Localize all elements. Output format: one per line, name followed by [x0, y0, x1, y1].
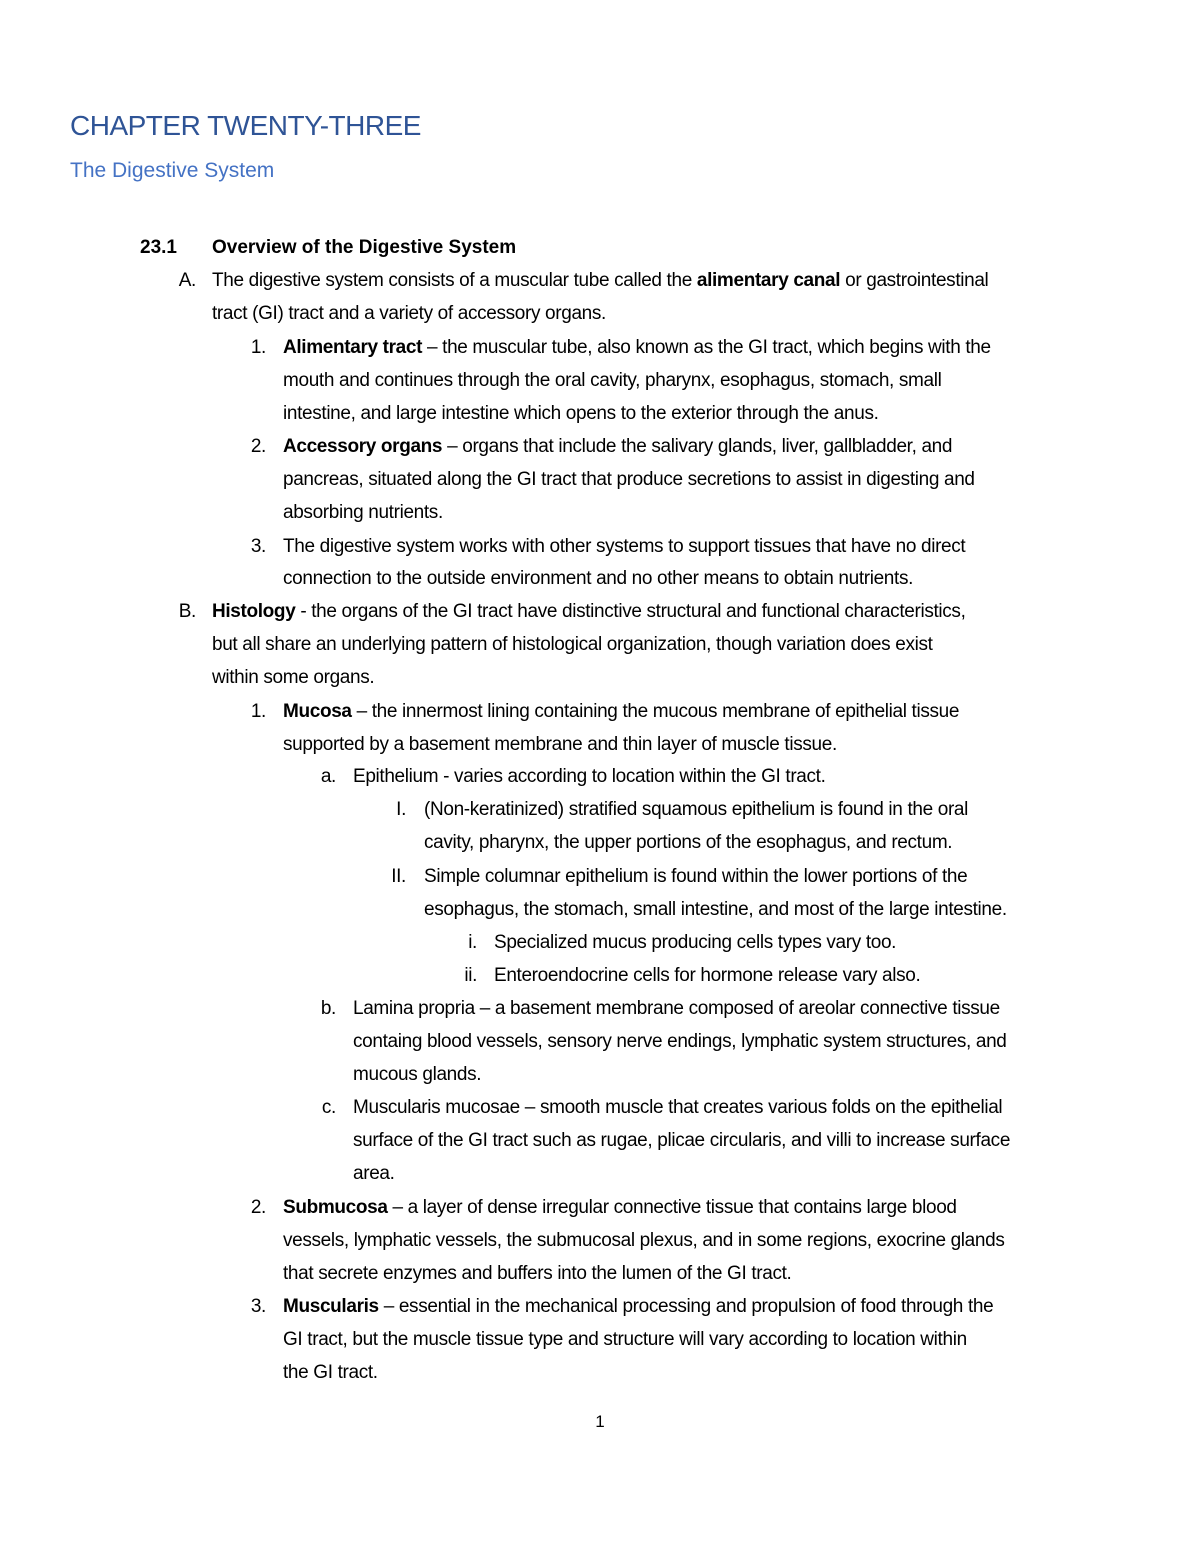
- text-line: Mucosa – the innermost lining containing the mucous membrane of epithelial tissue: [283, 701, 960, 722]
- text-line: Muscularis mucosae – smooth muscle that creates various folds on the epithelial: [353, 1097, 1003, 1118]
- text-line: the GI tract.: [283, 1362, 378, 1383]
- term-alimentary-tract: Alimentary tract: [283, 337, 423, 358]
- term-accessory-organs: Accessory organs: [283, 436, 443, 457]
- text-line: supported by a basement membrane and thin layer of muscle tissue.: [283, 734, 837, 755]
- text-line: Accessory organs – organs that include the salivary glands, liver, gallbladder, and: [283, 436, 953, 457]
- term-histology: Histology: [212, 601, 296, 622]
- text-line: tract (GI) tract and a variety of accessory organs.: [212, 303, 606, 324]
- list-marker: II.: [391, 866, 406, 887]
- text-line: containg blood vessels, sensory nerve endings, lymphatic system structures, and: [353, 1031, 1007, 1052]
- list-marker: B.: [178, 601, 196, 622]
- text-line: that secrete enzymes and buffers into the lumen of the GI tract.: [283, 1263, 792, 1284]
- term-mucosa: Mucosa: [283, 701, 352, 722]
- term-submucosa: Submucosa: [283, 1197, 388, 1218]
- text-line: esophagus, the stomach, small intestine, and most of the large intestine.: [424, 899, 1007, 920]
- chapter-title: CHAPTER TWENTY-THREE: [70, 110, 421, 141]
- text-line: Submucosa – a layer of dense irregular connective tissue that contains large blood: [283, 1197, 957, 1218]
- text-line: The digestive system consists of a muscular tube called the alimentary canal or gastrointestinal: [212, 270, 989, 291]
- list-marker: ii.: [464, 965, 477, 986]
- text-line: surface of the GI tract such as rugae, plicae circularis, and villi to increase surface: [353, 1130, 1011, 1151]
- text-line: Specialized mucus producing cells types vary too.: [494, 932, 897, 953]
- text-line: vessels, lymphatic vessels, the submucosal plexus, and in some regions, exocrine glands: [283, 1230, 1005, 1251]
- section-number: 23.1: [140, 237, 177, 258]
- text-line: The digestive system works with other systems to support tissues that have no direct: [283, 536, 966, 557]
- text-line: connection to the outside environment and no other means to obtain nutrients.: [283, 568, 914, 589]
- section-title: Overview of the Digestive System: [212, 237, 517, 258]
- term-muscularis: Muscularis: [283, 1296, 379, 1317]
- text-line: Histology - the organs of the GI tract have distinctive structural and functional characteristics,: [212, 601, 966, 622]
- list-marker: 2.: [250, 436, 266, 457]
- list-marker: A.: [178, 270, 196, 291]
- page-number: 1: [595, 1412, 605, 1431]
- text-line: absorbing nutrients.: [283, 502, 443, 523]
- list-marker: 3.: [250, 1296, 266, 1317]
- text-line: GI tract, but the muscle tissue type and structure will vary according to location within: [283, 1329, 967, 1350]
- list-marker: 1.: [250, 337, 266, 358]
- text-line: mouth and continues through the oral cavity, pharynx, esophagus, stomach, small: [283, 370, 942, 391]
- text-line: (Non-keratinized) stratified squamous epithelium is found in the oral: [424, 799, 969, 820]
- text-line: area.: [353, 1163, 395, 1184]
- list-marker: b.: [320, 998, 336, 1019]
- text-line: Muscularis – essential in the mechanical processing and propulsion of food through the: [283, 1296, 994, 1317]
- list-marker: I.: [396, 799, 406, 820]
- list-marker: 2.: [250, 1197, 266, 1218]
- text-line: Simple columnar epithelium is found within the lower portions of the: [424, 866, 968, 887]
- list-marker: 1.: [250, 701, 266, 722]
- list-marker: i.: [468, 932, 477, 953]
- list-marker: c.: [321, 1097, 336, 1118]
- text-line: within some organs.: [212, 667, 375, 688]
- term-alimentary-canal: alimentary canal: [696, 270, 841, 291]
- text-line: but all share an underlying pattern of histological organization, though variation does exist: [212, 634, 933, 655]
- list-marker: 3.: [250, 536, 266, 557]
- chapter-subtitle: The Digestive System: [70, 159, 275, 182]
- text-line: pancreas, situated along the GI tract that produce secretions to assist in digesting and: [283, 469, 975, 490]
- text-line: cavity, pharynx, the upper portions of the esophagus, and rectum.: [424, 832, 953, 853]
- text-line: Enteroendocrine cells for hormone release vary also.: [494, 965, 921, 986]
- list-marker: a.: [320, 766, 336, 787]
- text-line: mucous glands.: [353, 1064, 482, 1085]
- text-line: Alimentary tract – the muscular tube, also known as the GI tract, which begins with the: [283, 337, 991, 358]
- text-line: Lamina propria – a basement membrane composed of areolar connective tissue: [353, 998, 1000, 1019]
- text-line: Epithelium - varies according to location within the GI tract.: [353, 766, 826, 787]
- text-line: intestine, and large intestine which opens to the exterior through the anus.: [283, 403, 879, 424]
